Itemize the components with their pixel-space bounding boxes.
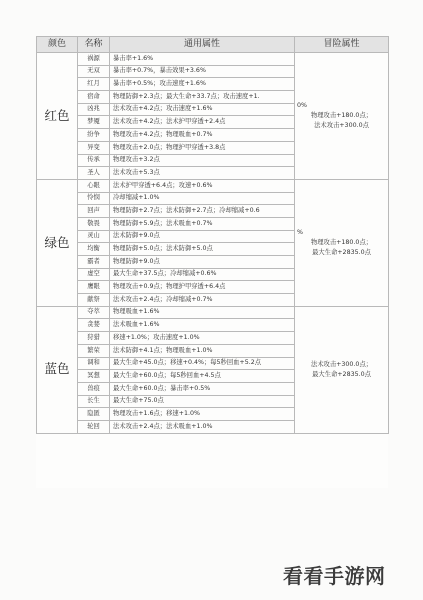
adventure-attribute-line: % — [297, 229, 303, 237]
common-attribute-cell: 法术防御+9.0点 — [110, 230, 295, 243]
common-attribute-cell: 法术吸血+1.6% — [110, 319, 295, 332]
site-watermark: 看看手游网 — [283, 564, 386, 588]
header-name: 名称 — [78, 37, 110, 53]
adventure-attribute-line: 法术攻击+300.0点； — [310, 360, 373, 368]
header-adventure-attributes: 冒险属性 — [295, 37, 389, 53]
rune-name-cell: 贪婪 — [78, 319, 110, 332]
rune-name-cell: 长生 — [78, 395, 110, 408]
table-header-row — [37, 37, 389, 53]
adventure-attribute-cell — [295, 53, 389, 180]
rune-name-cell: 轮回 — [78, 420, 110, 433]
rune-name-cell: 献祭 — [78, 294, 110, 307]
common-attribute-cell: 物理防御+2.7点；法术防御+2.7点；冷却缩减+0.6 — [110, 205, 295, 218]
common-attribute-cell: 法术攻击+4.2点；攻击速度+1.6% — [110, 103, 295, 116]
common-attribute-cell: 物理攻击+3.2点 — [110, 154, 295, 167]
rune-name-cell: 均衡 — [78, 243, 110, 256]
quality-cell: 红色 — [37, 53, 78, 180]
common-attribute-cell: 法术攻击+5.3点 — [110, 167, 295, 180]
common-attribute-cell: 最大生命+37.5点；冷却缩减+0.6% — [110, 268, 295, 281]
rune-name-cell: 敬畏 — [78, 217, 110, 230]
adventure-attribute-cell — [295, 179, 389, 306]
rune-name-cell: 兽痕 — [78, 382, 110, 395]
adventure-attribute-line: 最大生命+2835.0点 — [312, 248, 371, 256]
adventure-attribute-line: 0% — [297, 102, 307, 110]
rune-name-cell: 怜悯 — [78, 192, 110, 205]
common-attribute-cell: 法术攻击+2.4点；冷却缩减+0.7% — [110, 294, 295, 307]
common-attribute-cell: 移速+1.0%；攻击速度+1.0% — [110, 332, 295, 345]
rune-name-cell: 霸者 — [78, 256, 110, 269]
common-attribute-cell: 冷却缩减+1.0% — [110, 192, 295, 205]
rune-name-cell: 凶兆 — [78, 103, 110, 116]
common-attribute-cell: 最大生命+45.0点；移速+0.4%；每5秒回血+5.2点 — [110, 357, 295, 370]
common-attribute-cell: 法术攻击+2.4点；法术吸血+1.0% — [110, 420, 295, 433]
rune-name-cell: 祸源 — [78, 53, 110, 66]
rune-name-cell: 宿命 — [78, 91, 110, 104]
rune-name-cell: 回声 — [78, 205, 110, 218]
rune-name-cell: 调和 — [78, 357, 110, 370]
rune-name-cell: 夺萃 — [78, 306, 110, 319]
common-attribute-cell: 物理攻击+4.2点；物理吸血+0.7% — [110, 129, 295, 142]
table-row — [37, 53, 389, 66]
common-attribute-cell: 物理防御+9.0点 — [110, 256, 295, 269]
table-row — [37, 179, 389, 192]
rune-name-cell: 圣人 — [78, 167, 110, 180]
common-attribute-cell: 物理防御+2.3点；最大生命+33.7点；攻击速度+1. — [110, 91, 295, 104]
quality-cell: 绿色 — [37, 179, 78, 306]
rune-name-cell: 隐匿 — [78, 408, 110, 421]
rune-name-cell: 鹰眼 — [78, 281, 110, 294]
rune-name-cell: 心眼 — [78, 179, 110, 192]
table-body — [37, 53, 389, 434]
common-attribute-cell: 最大生命+60.0点；每5秒回血+4.5点 — [110, 370, 295, 383]
table-row — [37, 306, 389, 319]
common-attribute-cell: 最大生命+75.0点 — [110, 395, 295, 408]
rune-name-cell: 传承 — [78, 154, 110, 167]
rune-name-cell: 梦魇 — [78, 116, 110, 129]
common-attribute-cell: 法术攻击+4.2点；法术护甲穿透+2.4点 — [110, 116, 295, 129]
common-attribute-cell: 物理防御+5.9点；法术吸血+0.7% — [110, 217, 295, 230]
common-attribute-cell: 法术防御+4.1点；物理吸血+1.0% — [110, 344, 295, 357]
common-attribute-cell: 物理攻击+0.9点；物理护甲穿透+6.4点 — [110, 281, 295, 294]
common-attribute-cell: 暴击率+1.6% — [110, 53, 295, 66]
rune-name-cell: 异变 — [78, 141, 110, 154]
adventure-attribute-line: 物理攻击+180.0点； — [310, 112, 373, 120]
header-quality: 颜色 — [37, 37, 78, 53]
rune-name-cell: 繁荣 — [78, 344, 110, 357]
quality-cell: 蓝色 — [37, 306, 78, 433]
common-attribute-cell: 暴击率+0.7%，暴击效果+3.6% — [110, 65, 295, 78]
common-attribute-cell: 物理吸血+1.6% — [110, 306, 295, 319]
common-attribute-cell: 暴击率+0.5%；攻击速度+1.6% — [110, 78, 295, 91]
common-attribute-cell: 物理防御+5.0点；法术防御+5.0点 — [110, 243, 295, 256]
rune-name-cell: 红月 — [78, 78, 110, 91]
adventure-attribute-line: 物理攻击+180.0点； — [310, 238, 373, 246]
common-attribute-cell: 最大生命+60.0点；暴击率+0.5% — [110, 382, 295, 395]
header-common-attributes: 通用属性 — [110, 37, 295, 53]
common-attribute-cell: 法术护甲穿透+6.4点；攻速+0.6% — [110, 179, 295, 192]
rune-attribute-table — [36, 36, 389, 434]
adventure-attribute-cell — [295, 306, 389, 433]
rune-name-cell: 纷争 — [78, 129, 110, 142]
rune-table-sheet — [36, 36, 388, 488]
adventure-attribute-line: 最大生命+2835.0点 — [312, 370, 371, 378]
adventure-attribute-line: 法术攻击+300.0点 — [314, 121, 369, 129]
common-attribute-cell: 物理攻击+1.6点；移速+1.0% — [110, 408, 295, 421]
rune-name-cell: 灵山 — [78, 230, 110, 243]
rune-name-cell: 冥想 — [78, 370, 110, 383]
rune-name-cell: 狩猎 — [78, 332, 110, 345]
common-attribute-cell: 物理攻击+2.0点；物理护甲穿透+3.8点 — [110, 141, 295, 154]
rune-name-cell: 虚空 — [78, 268, 110, 281]
rune-name-cell: 无双 — [78, 65, 110, 78]
